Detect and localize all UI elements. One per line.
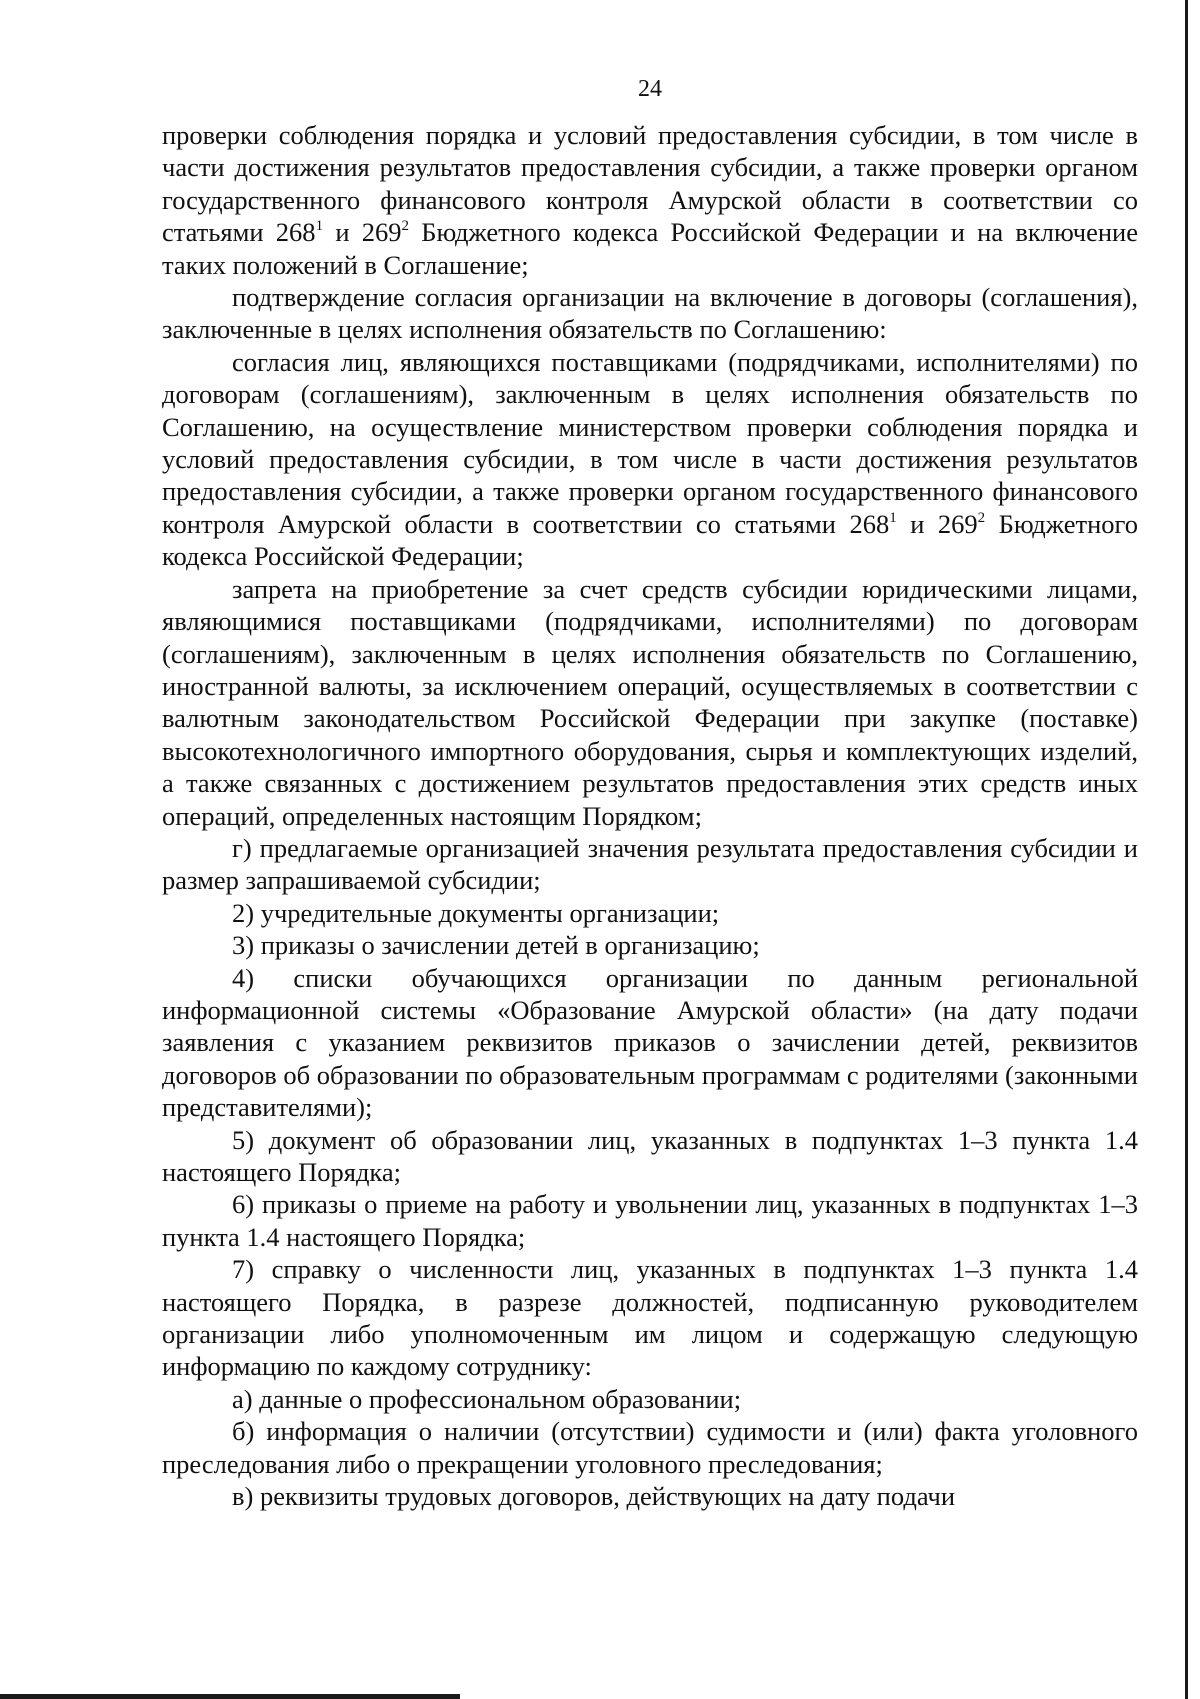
paragraph [162,1188,1138,1253]
paragraph [162,1253,1138,1383]
paragraph-text: 6) приказы о приеме на работу и увольнении лиц, указанных в подпунктах 1–3 пункта 1.4 настоящего Порядка; [162,1189,1138,1252]
paragraph-text: 7) справку о численности лиц, указанных в подпунктах 1–3 пункта 1.4 настоящего Порядка, в разрезе должностей, подписанную руководителем организации либо уполномоченным им лицом и содержащую следующую информацию по каждому сотруднику: [162,1254,1138,1382]
paragraph [162,346,1138,573]
document-body [162,119,1138,1512]
page-edge-line [1185,0,1188,1699]
page-number: 24 [638,76,662,102]
paragraph-text: и 269 [323,217,402,248]
paragraph-text: проверки соблюдения порядка и условий предоставления субсидии, в том числе в части достижения результатов предоставления субсидии, а также проверки органом государственного финансового контроля Амурской области в соответствии со статьями 268 [162,120,1138,248]
paragraph-text: согласия лиц, являющихся поставщиками (подрядчиками, исполнителями) по договорам (соглашениям), заключенным в целях исполнения обязательств по Соглашению, на осуществление министерством проверки соблюдения порядка и условий предоставления субсидии, в том числе в части достижения результатов предоставления субсидии, а также проверки органом государственного финансового контроля Амурской области в соответствии со статьями 268 [162,346,1138,539]
paragraph-text: 3) приказы о зачислении детей в организацию; [232,930,760,961]
paragraph-text: Бюджетного кодекса Российской Федерации; [162,508,1138,572]
paragraph [162,1124,1138,1189]
paragraph [162,929,1138,961]
paragraph-text: в) реквизиты трудовых договоров, действующих на дату подачи [232,1481,956,1512]
paragraph-text: и 269 [896,508,978,539]
paragraph-text: подтверждение согласия организации на включение в договоры (соглашения), заключенные в целях исполнения обязательств по Соглашению: [162,282,1138,345]
paragraph-text: б) информация о наличии (отсутствии) судимости и (или) факта уголовного преследования либо о прекращении уголовного преследования; [162,1416,1138,1479]
scan-bottom-edge [0,1694,460,1699]
paragraph-text: 4) списки обучающихся организации по данным региональной информационной системы «Образование Амурской области» (на дату подачи заявления с указанием реквизитов приказов о зачислении детей, реквизитов договоров об образовании по образовательным программам с родителями (законными представителями); [162,962,1138,1123]
paragraph [162,897,1138,929]
paragraph [162,962,1138,1124]
paragraph-text: г) предлагаемые организацией значения результата предоставления субсидии и размер запрашиваемой субсидии; [162,832,1138,896]
paragraph [162,281,1138,346]
paragraph [162,832,1138,897]
paragraph [162,1415,1138,1480]
paragraph [162,119,1138,281]
paragraph [162,1480,1138,1512]
superscript: 1 [889,509,897,526]
paragraph-text: запрета на приобретение за счет средств субсидии юридическими лицами, являющимися поставщиками (подрядчиками, исполнителями) по договорам (соглашениям), заключенным в целях исполнения обязательств по Соглашению, иностранной валюты, за исключением операций, осуществляемых в соответствии с валютным законодательством Российской Федерации при закупке (поставке) высокотехнологичного импортного оборудования, сырья и комплектующих изделий, а также связанных с достижением результатов предоставления этих средств иных операций, определенных настоящим Порядком; [162,573,1138,831]
paragraph-text: 2) учредительные документы организации; [232,897,720,928]
paragraph [162,573,1138,832]
paragraph-text: 5) документ об образовании лиц, указанных в подпунктах 1–3 пункта 1.4 настоящего Порядка; [162,1124,1138,1187]
superscript: 2 [401,218,410,235]
superscript: 2 [977,509,986,526]
paragraph [162,1383,1138,1415]
paragraph-text: Бюджетного кодекса Российской Федерации и на включение таких положений в Соглашение; [162,217,1138,280]
superscript: 1 [315,218,324,235]
paragraph-text: а) данные о профессиональном образовании; [232,1383,742,1414]
